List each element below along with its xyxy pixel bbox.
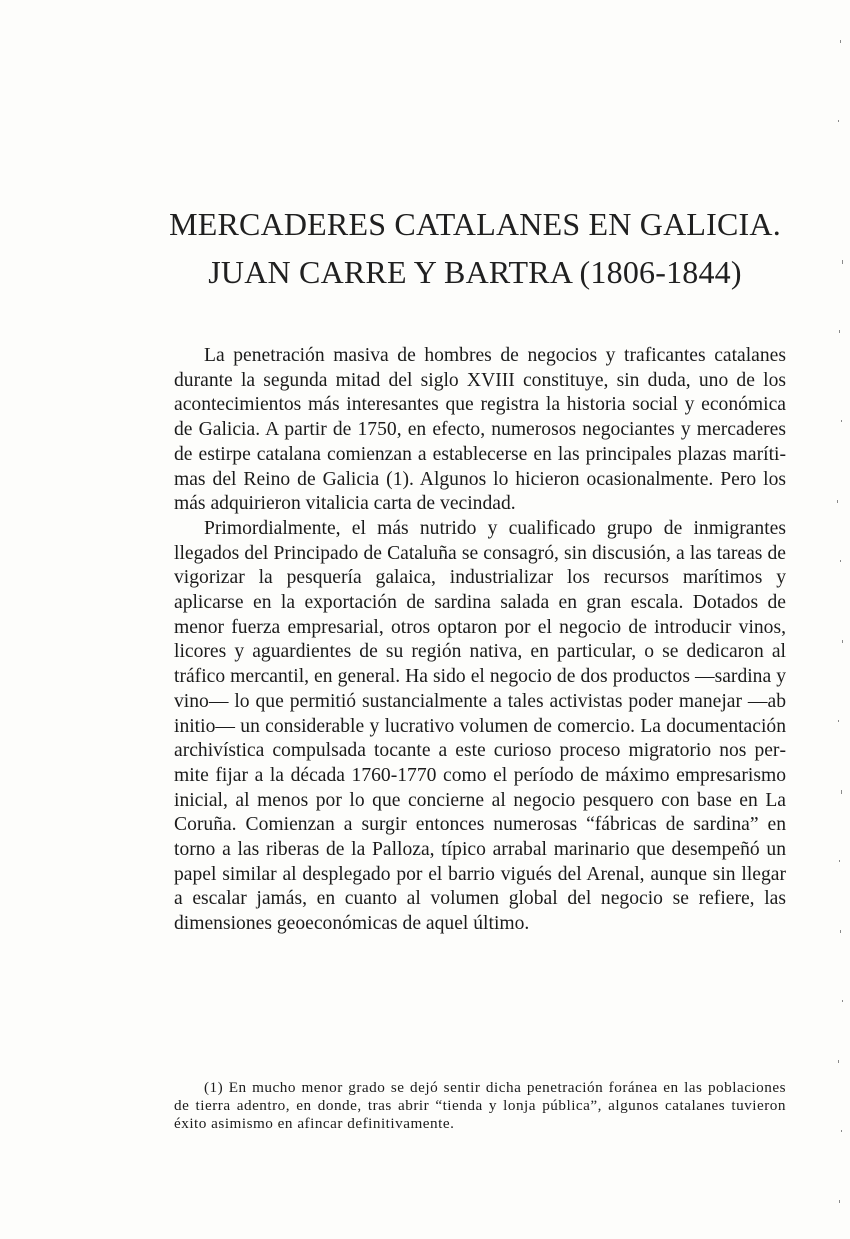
article-title	[150, 200, 800, 296]
scan-edge-noise	[814, 0, 850, 1239]
body-paragraph-2: Primordialmente, el más nutrido y cualificado grupo de inmigrantes llegados del Principado de Cataluña se consagró, sin discusión, a las tareas de vigorizar la pesquería galaica, industrializar los recursos marítimos y aplicarse en la exportación de sardina salada en gran escala. Dotados de menor fuerza empresarial, otros optaron por el negocio de introducir vinos, licores y aguardientes de su región nativa, en particular, o se dedicaron al tráfico mercantil, en general. Ha sido el negocio de dos productos —sardina y vino— lo que permitió sustancialmente a tales activistas poder manejar —ab initio— un considerable y lucrativo volumen de comercio. La documentación archivística compulsada tocante a este curioso proceso migratorio nos permite fijar a la década 1760-1770 como el período de máximo empresarismo inicial, al menos por lo que concierne al negocio pesquero con base en La Coruña. Comienzan a surgir entonces numerosas “fábricas de sardina” en torno a las riberas de la Palloza, típico arrabal marinario que desempeñó un papel similar al desplegado por el barrio vigués del Arenal, aunque sin llegar a escalar jamás, en cuanto al volumen global del negocio se refiere, las dimensiones geoeconómicas de aquel último.	[174, 517, 786, 935]
body-paragraph-1: La penetración masiva de hombres de negocios y traficantes catalanes durante la segunda mitad del siglo XVIII constituye, sin duda, uno de los acontecimientos más interesantes que registra la historia social y económica de Galicia. A partir de 1750, en efecto, numerosos negociantes y mercaderes de estirpe catalana comienzan a establecerse en las principales plazas marítimas del Reino de Galicia (1). Algunos lo hicieron ocasionalmente. Pero los más adquirieron vitalicia carta de vecindad.	[174, 345, 786, 515]
footnote-1: (1) En mucho menor grado se dejó sentir dicha penetración foránea en las poblaciones de tierra adentro, en donde, tras abrir “tienda y lonja pública”, algunos catalanes tuvieron éxito asimismo en afincar definitivamente.	[174, 1079, 786, 1132]
title-line-2: JUAN CARRE Y BARTRA (1806-1844)	[208, 254, 742, 290]
footnotes	[174, 1079, 786, 1132]
title-line-1: MERCADERES CATALANES EN GALICIA.	[169, 206, 781, 242]
article-body	[174, 344, 786, 937]
